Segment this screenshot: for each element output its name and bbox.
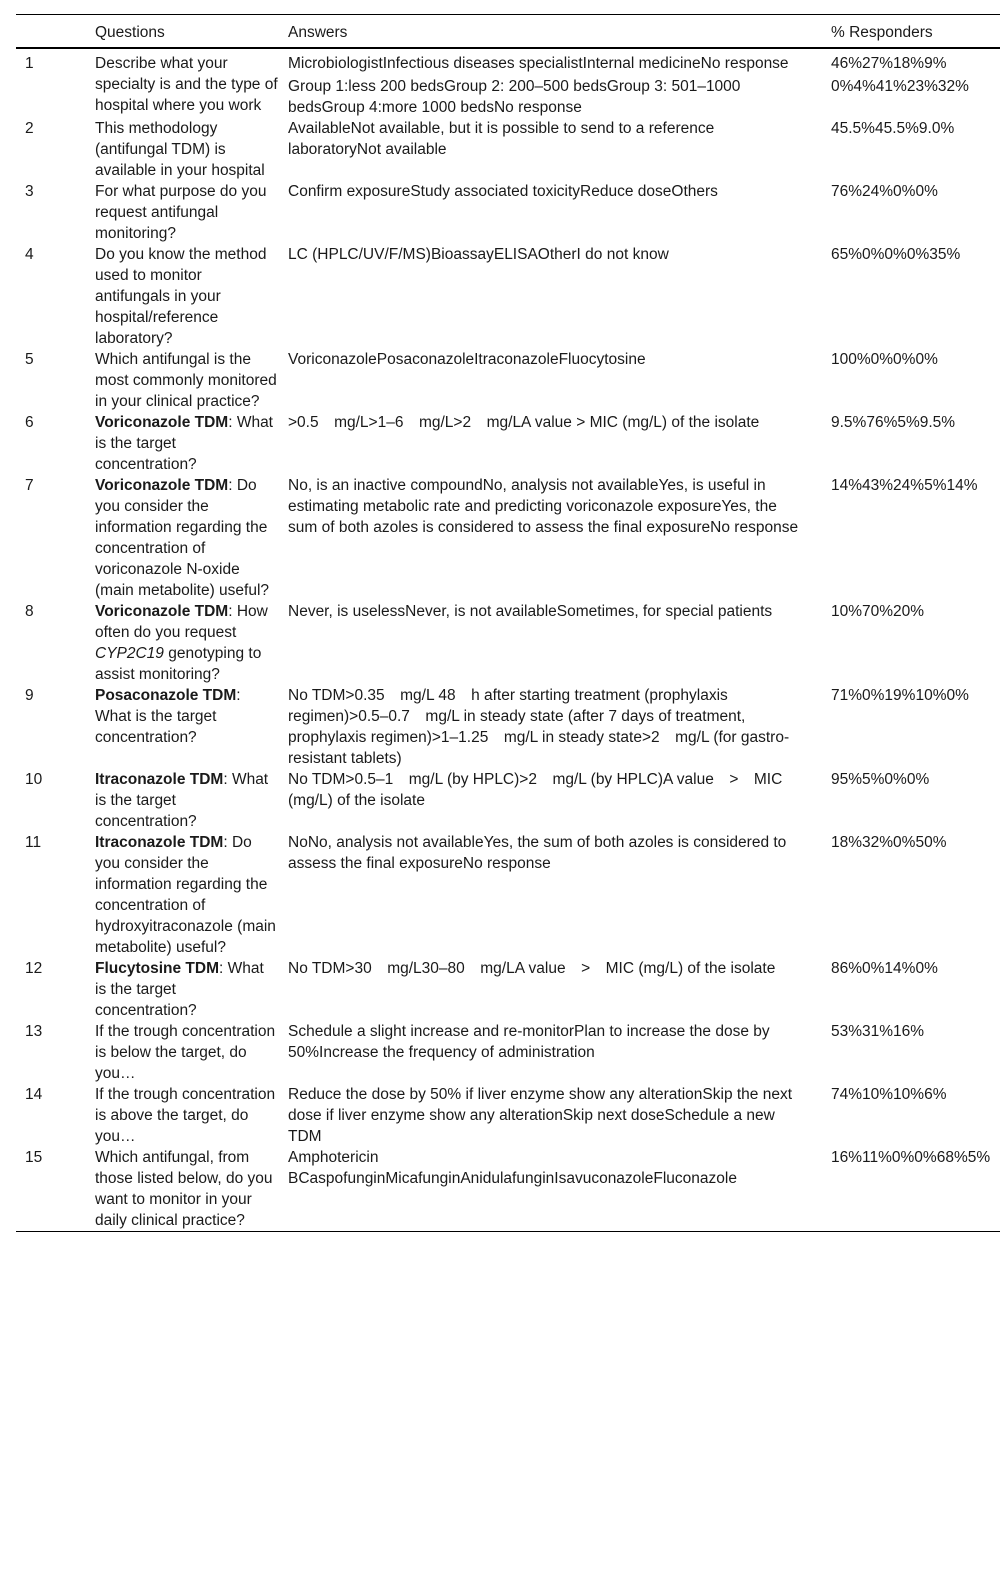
table-row (16, 118, 1000, 181)
question-gene-name: CYP2C19 (95, 645, 164, 662)
table-row (16, 181, 1000, 244)
answer-options: AvailableNot available, but it is possible to send to a reference laboratoryNot available (288, 120, 715, 158)
answers-cell (288, 832, 831, 958)
answers-cell (288, 769, 831, 832)
question-text: Describe what your specialty is and the type of hospital where you work (95, 55, 278, 114)
survey-table (16, 14, 1000, 1232)
question-cell (95, 244, 288, 349)
row-number: 12 (25, 960, 43, 977)
answer-options: Confirm exposureStudy associated toxicityReduce doseOthers (288, 183, 718, 200)
responders-cell (831, 349, 1000, 412)
question-cell (95, 1147, 288, 1232)
answers-cell (288, 475, 831, 601)
answer-options: Reduce the dose by 50% if liver enzyme show any alterationSkip the next dose if liver enzyme show any alterationSkip next doseSchedule a new TDM (288, 1086, 793, 1145)
answer-options: MicrobiologistInfectious diseases specialistInternal medicineNo response (288, 55, 789, 72)
question-cell (95, 181, 288, 244)
answers-cell (288, 685, 831, 769)
answers-cell (288, 601, 831, 685)
table-row (16, 601, 1000, 685)
row-number: 7 (25, 477, 34, 494)
header-questions: Questions (95, 24, 165, 41)
row-number: 13 (25, 1023, 43, 1040)
row-number: 5 (25, 351, 34, 368)
responders-cell (831, 475, 1000, 601)
row-number: 4 (25, 246, 34, 263)
table-row (16, 412, 1000, 475)
answers-cell (288, 118, 831, 181)
responders-cell (831, 118, 1000, 181)
answers-cell (288, 48, 831, 118)
question-cell (95, 412, 288, 475)
row-number: 9 (25, 687, 34, 704)
responders-cell (831, 769, 1000, 832)
responder-percentages: 16%11%0%0%68%5% (831, 1149, 991, 1166)
table-row (16, 832, 1000, 958)
answer-options: Never, is uselessNever, is not availableSometimes, for special patients (288, 603, 773, 620)
question-text-pre: : How often do you request (95, 603, 268, 641)
responder-percentages: 0%4%41%23%32% (831, 78, 969, 95)
question-text: genotyping to assist monitoring? (95, 645, 262, 683)
answer-options: No TDM>0.35 mg/L 48 h after starting treatment (prophylaxis regimen)>0.5–0.7 mg/L in steady state (after 7 days of treatment, prophylaxis regimen)>1–1.25 mg/L in steady state>2 mg/L (for gastro-resistant tablets) (288, 687, 790, 767)
responders-cell (831, 1021, 1000, 1084)
row-number: 14 (25, 1086, 43, 1103)
responders-cell (831, 601, 1000, 685)
responders-cell (831, 1147, 1000, 1232)
responders-cell (831, 244, 1000, 349)
question-text: If the trough concentration is below the target, do you… (95, 1023, 276, 1082)
responder-percentages: 10%70%20% (831, 603, 925, 620)
question-text: : Do you consider the information regarding the concentration of voriconazole N-oxide (main metabolite) useful? (95, 477, 270, 599)
question-cell (95, 958, 288, 1021)
question-text: : What is the target concentration? (95, 771, 269, 830)
question-cell (95, 475, 288, 601)
answer-options: Group 1:less 200 bedsGroup 2: 200–500 bedsGroup 3: 501–1000 bedsGroup 4:more 1000 bedsNo response (288, 78, 741, 116)
responder-percentages: 9.5%76%5%9.5% (831, 414, 956, 431)
table-row (16, 48, 1000, 118)
answer-options: No TDM>0.5–1 mg/L (by HPLC)>2 mg/L (by HPLC)A value > MIC (mg/L) of the isolate (288, 771, 783, 809)
question-topic: Flucytosine TDM (95, 960, 220, 977)
answer-options: No TDM>30 mg/L30–80 mg/LA value > MIC (mg/L) of the isolate (288, 960, 776, 977)
table-row (16, 685, 1000, 769)
question-text: : What is the target concentration? (95, 414, 273, 473)
answers-cell (288, 958, 831, 1021)
row-number: 11 (25, 834, 42, 851)
question-topic: Itraconazole TDM (95, 834, 224, 851)
answer-options: No, is an inactive compoundNo, analysis not availableYes, is useful in estimating metabolic rate and predicting voriconazole exposureYes, the sum of both azoles is considered to assess the final exposureNo response (288, 477, 799, 536)
row-number: 8 (25, 603, 34, 620)
responders-cell (831, 48, 1000, 118)
table-body (16, 48, 1000, 1232)
responder-percentages: 74%10%10%6% (831, 1086, 947, 1103)
table-row (16, 958, 1000, 1021)
question-topic: Itraconazole TDM (95, 771, 224, 788)
question-text: Which antifungal is the most commonly monitored in your clinical practice? (95, 351, 277, 410)
answers-cell (288, 1147, 831, 1232)
responder-percentages: 53%31%16% (831, 1023, 925, 1040)
responder-percentages: 65%0%0%0%35% (831, 246, 961, 263)
answer-options: LC (HPLC/UV/F/MS)BioassayELISAOtherI do not know (288, 246, 669, 263)
question-text: : What is the target concentration? (95, 960, 264, 1019)
question-text: If the trough concentration is above the target, do you… (95, 1086, 276, 1145)
header-number (16, 15, 95, 49)
responders-cell (831, 181, 1000, 244)
row-number: 2 (25, 120, 34, 137)
question-topic: Posaconazole TDM (95, 687, 237, 704)
responder-percentages: 18%32%0%50% (831, 834, 947, 851)
answers-cell (288, 412, 831, 475)
row-number: 1 (25, 55, 34, 72)
table-row (16, 1021, 1000, 1084)
answer-options: Amphotericin BCaspofunginMicafunginAnidulafunginIsavuconazoleFluconazole (288, 1149, 737, 1187)
question-text: For what purpose do you request antifungal monitoring? (95, 183, 267, 242)
responders-cell (831, 832, 1000, 958)
responder-percentages: 45.5%45.5%9.0% (831, 120, 955, 137)
question-cell (95, 118, 288, 181)
question-cell (95, 48, 288, 118)
answers-cell (288, 349, 831, 412)
question-cell (95, 601, 288, 685)
table-row (16, 769, 1000, 832)
answers-cell (288, 244, 831, 349)
responder-percentages: 14%43%24%5%14% (831, 477, 978, 494)
responder-percentages: 46%27%18%9% (831, 55, 947, 72)
question-cell (95, 685, 288, 769)
question-cell (95, 349, 288, 412)
header-answers: Answers (288, 24, 348, 41)
responders-cell (831, 412, 1000, 475)
question-text: Do you know the method used to monitor antifungals in your hospital/reference laboratory? (95, 246, 267, 347)
responders-cell (831, 685, 1000, 769)
answers-cell (288, 1084, 831, 1147)
row-number: 15 (25, 1149, 43, 1166)
answer-options: Schedule a slight increase and re-monitorPlan to increase the dose by 50%Increase the frequency of administration (288, 1023, 770, 1061)
question-text: : Do you consider the information regarding the concentration of hydroxyitraconazole (main metabolite) useful? (95, 834, 276, 956)
question-topic: Voriconazole TDM (95, 414, 229, 431)
responder-percentages: 71%0%19%10%0% (831, 687, 969, 704)
table-row (16, 475, 1000, 601)
question-topic: Voriconazole TDM (95, 603, 229, 620)
row-number: 6 (25, 414, 34, 431)
answers-cell (288, 1021, 831, 1084)
table-row (16, 349, 1000, 412)
header-row (16, 15, 1000, 49)
answer-options: VoriconazolePosaconazoleItraconazoleFluocytosine (288, 351, 646, 368)
question-cell (95, 1084, 288, 1147)
row-number: 10 (25, 771, 43, 788)
question-topic: Voriconazole TDM (95, 477, 229, 494)
responder-percentages: 100%0%0%0% (831, 351, 938, 368)
question-cell (95, 769, 288, 832)
responder-percentages: 95%5%0%0% (831, 771, 930, 788)
answers-cell (288, 181, 831, 244)
table-row (16, 1147, 1000, 1232)
row-number: 3 (25, 183, 34, 200)
header-responders: % Responders (831, 24, 933, 41)
table-row (16, 244, 1000, 349)
question-text: Which antifungal, from those listed below, do you want to monitor in your daily clinical practice? (95, 1149, 273, 1229)
table-header (16, 15, 1000, 49)
responder-percentages: 86%0%14%0% (831, 960, 938, 977)
question-cell (95, 1021, 288, 1084)
question-text: : What is the target concentration? (95, 687, 241, 746)
question-cell (95, 832, 288, 958)
responder-percentages: 76%24%0%0% (831, 183, 938, 200)
question-text: This methodology (antifungal TDM) is available in your hospital (95, 120, 265, 179)
responders-cell (831, 958, 1000, 1021)
answer-options: NoNo, analysis not availableYes, the sum of both azoles is considered to assess the final exposureNo response (288, 834, 787, 872)
answer-options: >0.5 mg/L>1–6 mg/L>2 mg/LA value > MIC (mg/L) of the isolate (288, 414, 760, 431)
table-row (16, 1084, 1000, 1147)
responders-cell (831, 1084, 1000, 1147)
